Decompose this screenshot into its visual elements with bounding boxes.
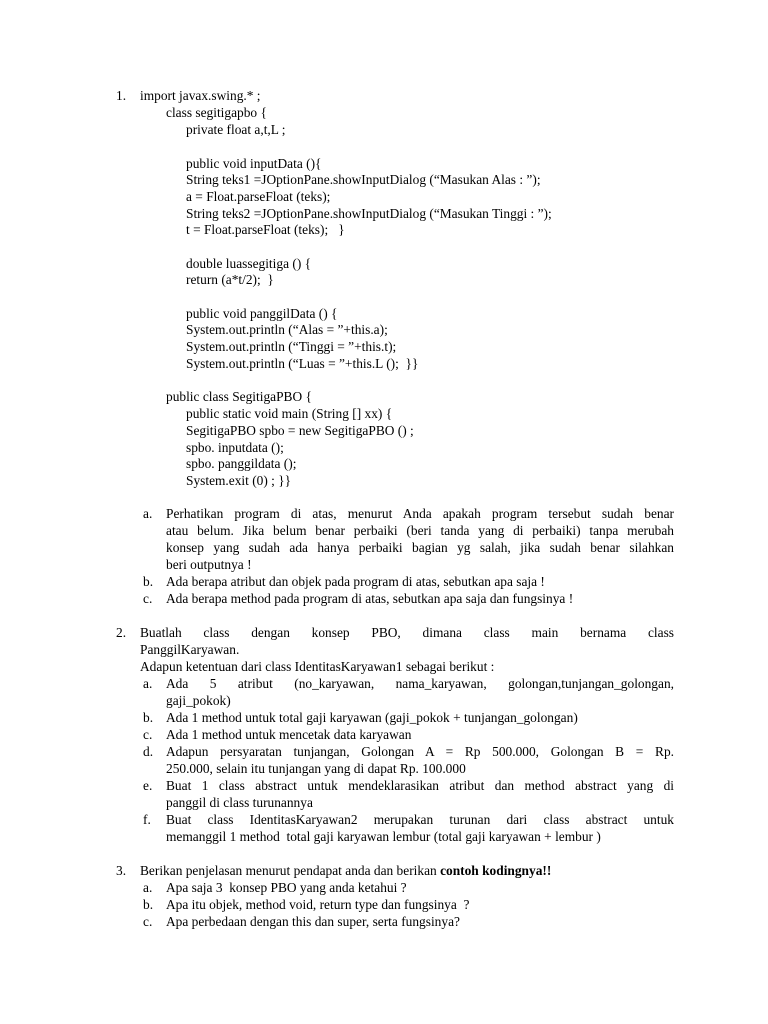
- question-intro-text: Berikan penjelasan menurut pendapat anda dan berikan: [140, 863, 441, 878]
- item-text: Ada 1 method untuk total gaji karyawan (gaji_pokok + tunjangan_golongan): [166, 710, 578, 725]
- question-intro: Adapun ketentuan dari class IdentitasKaryawan1 sebagai berikut :: [140, 659, 495, 674]
- item-text: Ada berapa atribut dan objek pada program di atas, sebutkan apa saja !: [166, 574, 545, 589]
- item-label: c.: [143, 914, 153, 929]
- code-line: a = Float.parseFloat (teks);: [186, 189, 331, 204]
- code-line: public void inputData (){: [186, 156, 322, 171]
- code-line: String teks2 =JOptionPane.showInputDialog (“Masukan Tinggi : ”);: [186, 206, 552, 221]
- item-text: memanggil 1 method total gaji karyawan lembur (total gaji karyawan + lembur ): [166, 829, 601, 844]
- item-text: 250.000, selain itu tunjangan yang di dapat Rp. 100.000: [166, 761, 466, 776]
- code-line: System.out.println (“Luas = ”+this.L (); }}: [186, 356, 419, 371]
- code-line: t = Float.parseFloat (teks); }: [186, 222, 345, 237]
- item-text: Ada 1 method untuk mencetak data karyawan: [166, 727, 412, 742]
- item-label: a.: [143, 506, 153, 521]
- item-text: Ada berapa method pada program di atas, sebutkan apa saja dan fungsinya !: [166, 591, 574, 606]
- item-text: Perhatikan program di atas, menurut Anda apakah program tersebut sudah benar: [166, 506, 674, 521]
- item-label: b.: [143, 574, 154, 589]
- item-label: e.: [143, 778, 153, 793]
- code-line: System.exit (0) ; }}: [186, 473, 292, 488]
- item-text: Adapun persyaratan tunjangan, Golongan A = Rp 500.000, Golongan B = Rp.: [166, 744, 674, 759]
- code-line: private float a,t,L ;: [186, 122, 286, 137]
- item-text: gaji_pokok): [166, 693, 231, 708]
- item-label: c.: [143, 727, 153, 742]
- item-label: a.: [143, 676, 153, 691]
- item-label: c.: [143, 591, 153, 606]
- code-line: class segitigapbo {: [166, 105, 267, 120]
- question-number: 2.: [116, 625, 127, 640]
- item-text: Buat 1 class abstract untuk mendeklarasikan atribut dan method abstract yang di: [166, 778, 674, 793]
- item-text: Apa saja 3 konsep PBO yang anda ketahui ?: [166, 880, 407, 895]
- item-text: panggil di class turunannya: [166, 795, 313, 810]
- item-text: Buat class IdentitasKaryawan2 merupakan turunan dari class abstract untuk: [166, 812, 674, 827]
- item-label: b.: [143, 897, 154, 912]
- item-label: f.: [143, 812, 151, 827]
- question-number: 1.: [116, 88, 127, 103]
- item-label: d.: [143, 744, 154, 759]
- item-text: konsep yang sudah ada hanya perbaiki bagian yg salah, jika sudah benar silahkan: [166, 540, 674, 555]
- code-line: spbo. panggildata ();: [186, 456, 297, 471]
- item-text: beri outputnya !: [166, 557, 252, 572]
- code-line: public void panggilData () {: [186, 306, 338, 321]
- code-line: public class SegitigaPBO {: [166, 389, 312, 404]
- code-line: double luassegitiga () {: [186, 256, 312, 271]
- item-text: Apa itu objek, method void, return type dan fungsinya ?: [166, 897, 470, 912]
- code-line: import javax.swing.* ;: [140, 88, 261, 103]
- item-text: atau belum. Jika belum benar perbaiki (beri tanda yang di perbaiki) tanpa merubah: [166, 523, 674, 538]
- question-intro: [140, 863, 551, 879]
- code-line: public static void main (String [] xx) {: [186, 406, 393, 421]
- code-line: spbo. inputdata ();: [186, 440, 284, 455]
- item-label: a.: [143, 880, 153, 895]
- item-text: Apa perbedaan dengan this dan super, serta fungsinya?: [166, 914, 460, 929]
- code-line: return (a*t/2); }: [186, 272, 274, 287]
- item-label: b.: [143, 710, 154, 725]
- question-intro: PanggilKaryawan.: [140, 642, 240, 657]
- code-line: SegitigaPBO spbo = new SegitigaPBO () ;: [186, 423, 414, 438]
- question-intro: Buatlah class dengan konsep PBO, dimana class main bernama class: [140, 625, 674, 640]
- item-text: Ada 5 atribut (no_karyawan, nama_karyawan, golongan,tunjangan_golongan,: [166, 676, 674, 691]
- code-line: System.out.println (“Alas = ”+this.a);: [186, 322, 388, 337]
- question-intro-bold: contoh kodingnya!!: [440, 863, 552, 878]
- code-line: System.out.println (“Tinggi = ”+this.t);: [186, 339, 397, 354]
- code-line: String teks1 =JOptionPane.showInputDialog (“Masukan Alas : ”);: [186, 172, 541, 187]
- question-number: 3.: [116, 863, 127, 878]
